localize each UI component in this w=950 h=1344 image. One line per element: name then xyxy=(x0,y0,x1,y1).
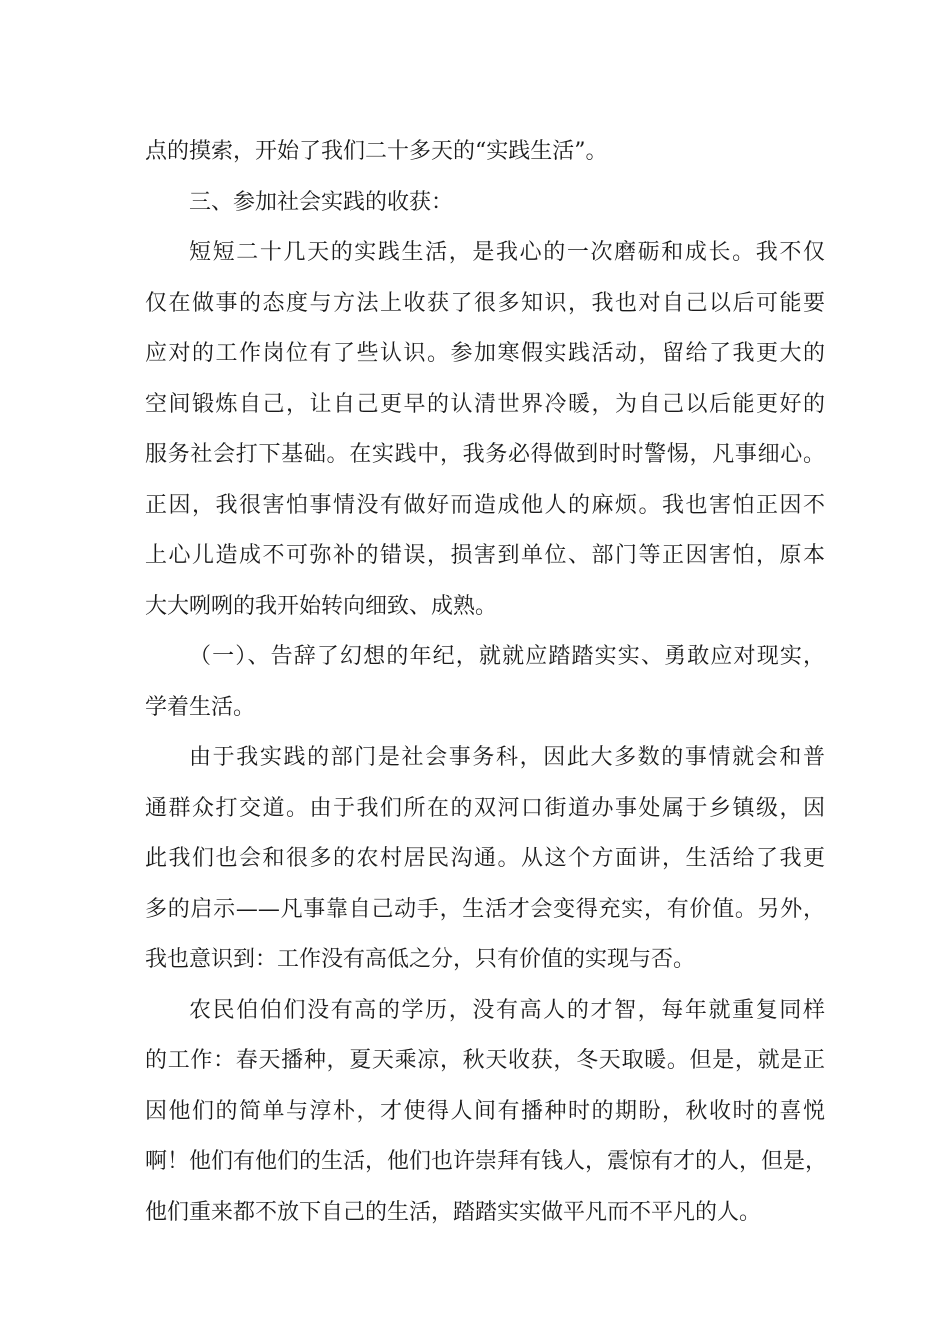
text-line: 因他们的简单与淳朴，才使得人间有播种时的期盼，秋收时的喜悦 xyxy=(145,1098,825,1124)
text-line: 由于我实践的部门是社会事务科，因此大多数的事情就会和普 xyxy=(189,745,825,770)
text-line: 短短二十几天的实践生活，是我心的一次磨砺和成长。我不仅 xyxy=(189,240,825,265)
text-line: 仅在做事的态度与方法上收获了很多知识，我也对自己以后可能要 xyxy=(145,290,825,316)
subsection-heading: （一）、告辞了幻想的年纪，就就应踏踏实实、勇敢应对现实， xyxy=(189,644,825,669)
text-line: 啊！他们有他们的生活，他们也许崇拜有钱人，震惊有才的人，但是， xyxy=(145,1149,828,1174)
text-line: 正因，我很害怕事情没有做好而造成他人的麻烦。我也害怕正因不 xyxy=(145,492,825,518)
text-line: 学着生活。 xyxy=(145,694,256,720)
text-line: 服务社会打下基础。在实践中，我务必得做到时时警惕，凡事细心。 xyxy=(145,442,825,467)
text-line: 通群众打交道。由于我们所在的双河口街道办事处属于乡镇级，因 xyxy=(145,795,825,821)
text-line: 空间锻炼自己，让自己更早的认清世界冷暖，为自己以后能更好的 xyxy=(145,391,825,417)
text-line: 的工作：春天播种，夏天乘凉，秋天收获，冬天取暖。但是，就是正 xyxy=(145,1048,825,1073)
text-line: 多的启示——凡事靠自己动手，生活才会变得充实，有价值。另外， xyxy=(145,896,825,922)
text-line: 我也意识到：工作没有高低之分，只有价值的实现与否。 xyxy=(145,947,696,972)
text-line: 此我们也会和很多的农村居民沟通。从这个方面讲，生活给了我更 xyxy=(145,846,825,871)
body-text xyxy=(145,127,828,1238)
text-line: 应对的工作岗位有了些认识。参加寒假实践活动，留给了我更大的 xyxy=(145,341,825,366)
text-line: 大大咧咧的我开始转向细致、成熟。 xyxy=(145,593,498,619)
text-line: 他们重来都不放下自己的生活，踏踏实实做平凡而不平凡的人。 xyxy=(145,1199,762,1225)
text-line: 点的摸索，开始了我们二十多天的“实践生活”。 xyxy=(145,139,608,164)
text-line: 农民伯伯们没有高的学历，没有高人的才智，每年就重复同样 xyxy=(189,997,825,1023)
section-heading: 三、参加社会实践的收获： xyxy=(189,189,454,215)
text-line: 上心儿造成不可弥补的错误，损害到单位、部门等正因害怕，原本 xyxy=(145,543,825,568)
